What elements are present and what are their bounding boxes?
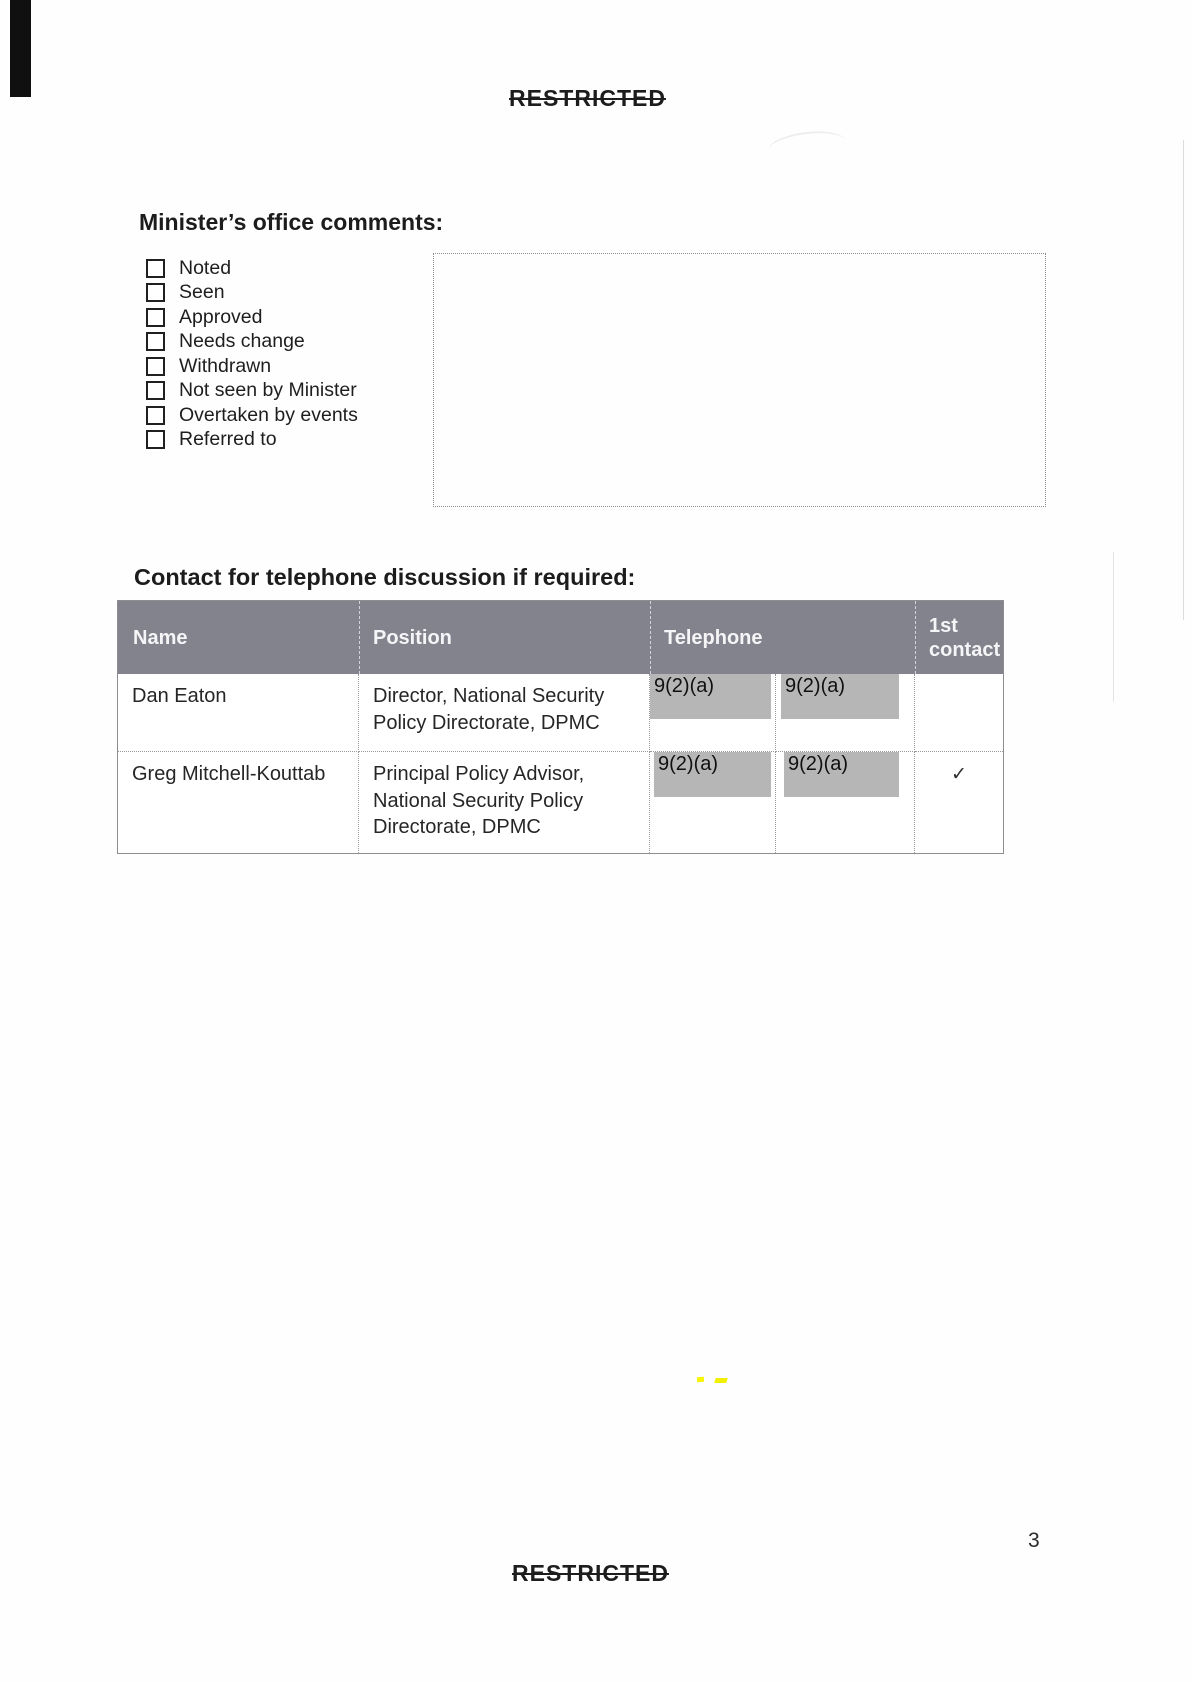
- cell-telephone-2: [776, 674, 915, 752]
- checkbox-label: Seen: [179, 281, 225, 304]
- checkbox-label: Not seen by Minister: [179, 379, 357, 402]
- cell-telephone-1: [650, 752, 776, 853]
- scan-artifact-bar: [10, 0, 31, 97]
- highlight-mark: [697, 1377, 704, 1382]
- scan-artifact-line: [1113, 552, 1114, 702]
- redaction-code: 9(2)(a): [654, 675, 715, 697]
- checkbox[interactable]: [146, 430, 165, 449]
- highlight-mark: [714, 1378, 728, 1383]
- contact-table-body: [118, 674, 1003, 853]
- option-approved: [146, 305, 358, 330]
- checkbox-label: Needs change: [179, 330, 305, 353]
- redaction-code: 9(2)(a): [788, 753, 849, 775]
- redaction-code: 9(2)(a): [785, 675, 846, 697]
- minister-comments-options: [146, 256, 358, 452]
- option-noted: [146, 256, 358, 281]
- checkbox[interactable]: [146, 308, 165, 327]
- scan-artifact-arc: [767, 127, 848, 164]
- cell-position: Principal Policy Advisor, National Security Policy Directorate, DPMC: [359, 752, 650, 853]
- checkbox[interactable]: [146, 332, 165, 351]
- minister-comments-heading: Minister’s office comments:: [139, 209, 444, 235]
- contact-table-header: [118, 601, 1003, 674]
- contact-heading: Contact for telephone discussion if required:: [134, 564, 636, 590]
- option-referred-to: [146, 428, 358, 453]
- cell-name: Greg Mitchell-Kouttab: [118, 752, 359, 853]
- option-seen: [146, 281, 358, 306]
- redaction-box: [784, 752, 899, 797]
- contact-table: [117, 600, 1004, 854]
- cell-position: Director, National Security Policy Directorate, DPMC: [359, 674, 650, 752]
- classification-header: RESTRICTED: [509, 85, 666, 111]
- column-header-position: Position: [359, 601, 650, 674]
- comments-box[interactable]: [433, 253, 1046, 507]
- option-needs-change: [146, 330, 358, 355]
- checkbox[interactable]: [146, 259, 165, 278]
- redaction-box: [650, 674, 771, 719]
- option-overtaken-by-events: [146, 403, 358, 428]
- checkbox-label: Overtaken by events: [179, 403, 358, 426]
- option-not-seen-by-minister: [146, 379, 358, 404]
- redaction-code: 9(2)(a): [658, 753, 719, 775]
- checkbox[interactable]: [146, 357, 165, 376]
- checkbox[interactable]: [146, 381, 165, 400]
- redaction-box: [654, 752, 771, 797]
- option-withdrawn: [146, 354, 358, 379]
- page-number: 3: [1028, 1529, 1040, 1552]
- cell-name: Dan Eaton: [118, 674, 359, 752]
- column-header-name: Name: [133, 626, 188, 649]
- checkbox-label: Referred to: [179, 428, 277, 451]
- redaction-box: [781, 674, 899, 719]
- checkbox-label: Approved: [179, 305, 263, 328]
- cell-first-contact-checkmark: ✓: [951, 764, 967, 785]
- cell-first-contact: [915, 674, 1003, 752]
- classification-footer: RESTRICTED: [512, 1560, 669, 1586]
- checkbox-label: Noted: [179, 256, 232, 279]
- column-header-first-contact: 1st contact: [915, 601, 1003, 674]
- column-header-telephone: Telephone: [650, 601, 915, 674]
- cell-telephone-1: [650, 674, 776, 752]
- checkbox[interactable]: [146, 406, 165, 425]
- checkbox[interactable]: [146, 283, 165, 302]
- checkbox-label: Withdrawn: [179, 354, 272, 377]
- cell-telephone-2: [776, 752, 915, 853]
- scan-artifact-line: [1183, 140, 1184, 620]
